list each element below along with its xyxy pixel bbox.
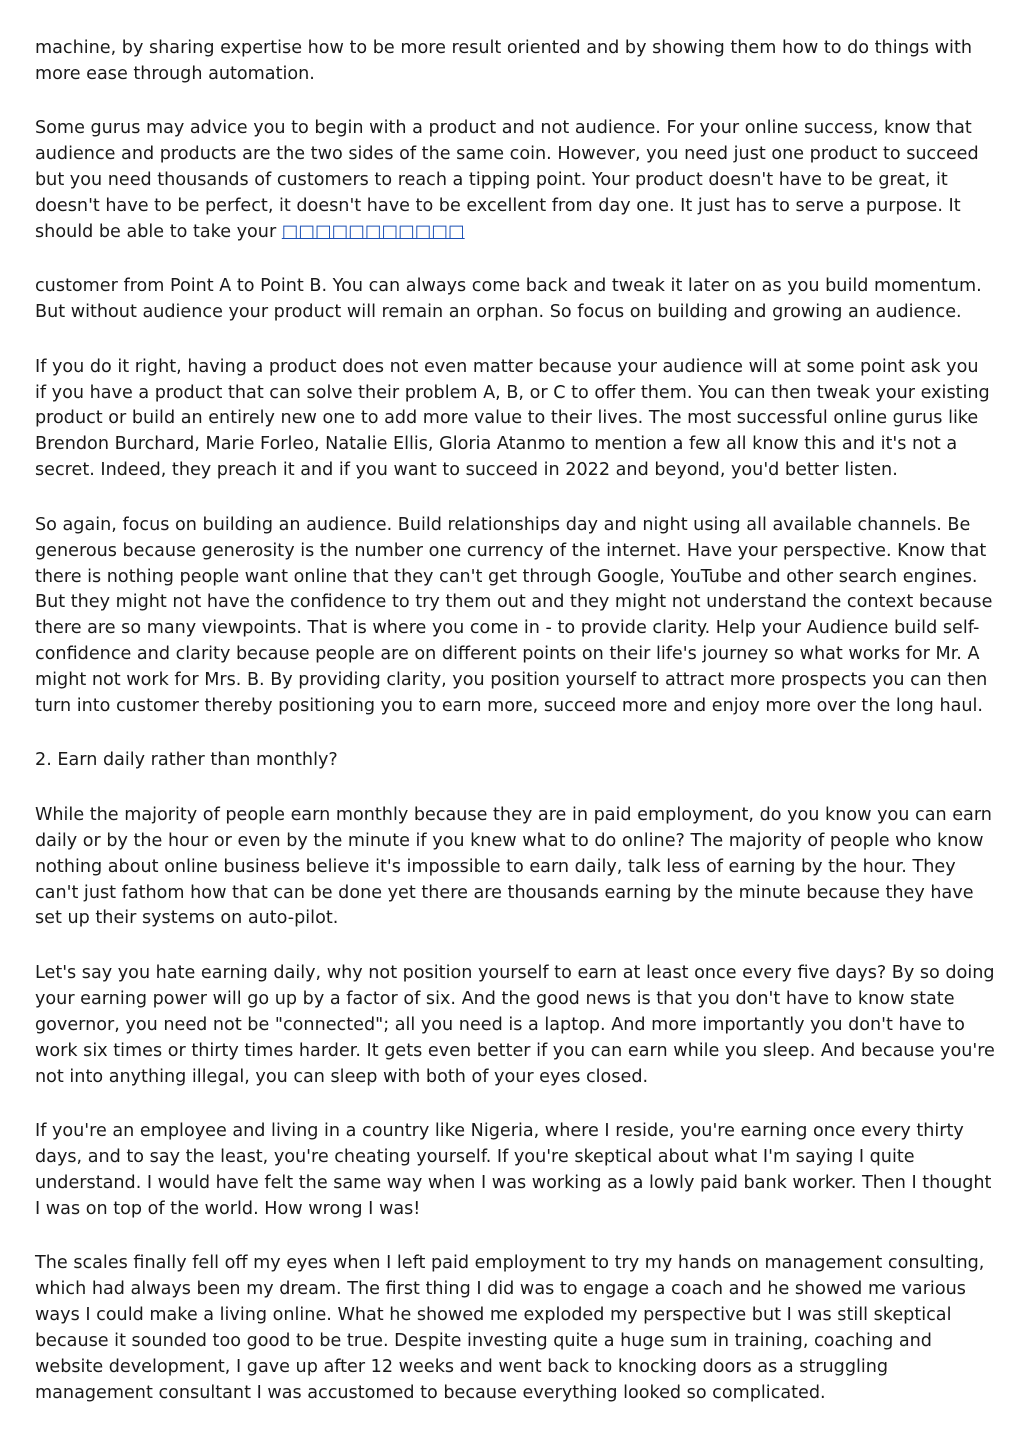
paragraph: The scales finally fell off my eyes when I left paid employment to try my hands on management consulting, which had always been my dream. The first thing I did was to engage a coach and he showed me various ways I could make a living online. What he showed me exploded my perspective but I was still skeptical because it sounded too good to be true. Despite investing quite a huge sum in training, coaching and website development, I gave up after 12 weeks and went back to knocking doors as a struggling management consultant I was accustomed to because everything looked so complicated. [35,1253,985,1403]
document-body [35,36,995,1435]
paragraph: So again, focus on building an audience. Build relationships day and night using all available channels. Be generous because generosity is the number one currency of the internet. Have your perspective. Know that there is nothing people want online that they can't get through Google, YouTube and other search engines. But they might not have the confidence to try them out and they might not understand the context because there are so many viewpoints. That is where you come in - to provide clarity. Help your Audience build self-confidence and clarity because people are on different points on their life's journey so what works for Mr. A might not work for Mrs. B. By providing clarity, you position yourself to attract more prospects you can then turn into customer thereby positioning you to earn more, succeed more and enjoy more over the long haul. [35,514,993,717]
paragraph: While the majority of people earn monthly because they are in paid employment, do you know you can earn daily or by the hour or even by the minute if you knew what to do online? The majority of people who know nothing about online business believe it's impossible to earn daily, talk less of earning by the hour. They can't just fathom how that can be done yet there are thousands earning by the minute because they have set up their systems on auto-pilot. [35,804,992,929]
paragraph: Let's say you hate earning daily, why not position yourself to earn at least once every five days? By so doing your earning power will go up by a factor of six. And the good news is that you don't have to know state governor, you need not be "connected"; all you need is a laptop. And more importantly you don't have to work six times or thirty times harder. It gets even better if you can earn while you sleep. And because you're not into anything illegal, you can sleep with both of your eyes closed. [35,962,995,1087]
paragraph-with-link [35,116,995,246]
paragraph: machine, by sharing expertise how to be more result oriented and by showing them how to do things with more ease through automation. [35,38,972,84]
paragraph: If you're an employee and living in a country like Nigeria, where I reside, you're earning once every thirty days, and to say the least, you're cheating yourself. If you're skeptical about what I'm saying I quite understand. I would have felt the same way when I was working as a lowly paid bank worker. Then I thought I was on top of the world. How wrong I was! [35,1120,992,1219]
paragraph: customer from Point A to Point B. You can always come back and tweak it later on as you build momentum. But without audience your product will remain an orphan. So focus on building and growing an audience. [35,276,982,323]
paragraph: If you do it right, having a product does not even matter because your audience will at some point ask you if you have a product that can solve their problem A, B, or C to offer them. You can then tweak your existing product or build an entirely new one to add more value to their lives. The most successful online gurus like Brendon Burchard, Marie Forleo, Natalie Ellis, Gloria Atanmo to mention a few all know this and it's not a secret. Indeed, they preach it and if you want to succeed in 2022 and beyond, you'd better listen. [35,356,990,481]
inline-link[interactable]: □□□□□□□□□□□ [281,221,465,242]
section-heading: 2. Earn daily rather than monthly? [35,750,338,771]
paragraph-text: Some gurus may advice you to begin with a product and not audience. For your online success, know that audience and products are the two sides of the same coin. However, you need just one product to succeed but you need thousands of customers to reach a tipping point. Your product doesn't have to be great, it doesn't have to be perfect, it doesn't have to be excellent from day one. It just has to serve a purpose. It should be able to take your [35,118,979,242]
